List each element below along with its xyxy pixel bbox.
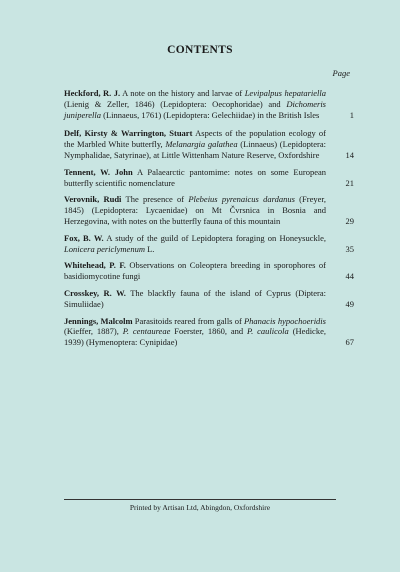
contents-entry (64, 128, 354, 160)
contents-entry (64, 260, 354, 282)
entry-title-segment: (Kieffer, 1887), (64, 326, 123, 337)
page-column-label: Page (332, 68, 350, 78)
contents-entry (64, 167, 354, 189)
page-title: CONTENTS (167, 44, 233, 56)
species-name: Levipalpus hepatariella (244, 88, 326, 98)
entry-page-number: 21 (345, 177, 354, 188)
species-name: Melanargia galathea (165, 139, 238, 150)
entry-text (64, 167, 326, 189)
entry-page-number: 67 (345, 337, 354, 348)
entry-text (64, 128, 326, 160)
entry-text (64, 233, 326, 255)
entry-title-segment: (Hedicke, 1939) (Hymenoptera: Cynipidae) (64, 326, 326, 348)
entry-text (64, 260, 326, 282)
entry-page-number: 35 (345, 243, 354, 254)
species-name: Phanacis hypochoeridis (243, 315, 326, 326)
entry-title-segment: (Lienig & Zeller, 1846) (Lepidoptera: Oecophoridae) and (64, 98, 287, 109)
contents-entry (64, 194, 354, 226)
entry-author: Tennent, W. John (64, 166, 133, 177)
entry-text (64, 88, 326, 120)
entry-page-number: 1 (349, 109, 354, 120)
contents-entry (64, 316, 354, 348)
entry-title-segment: A note on the history and larvae of (120, 88, 245, 98)
entry-title-segment: L. (144, 243, 155, 254)
entry-title-segment: Foerster, 1860, and (170, 326, 248, 337)
species-name: Dichomeris juniperella (64, 98, 326, 120)
entry-author: Heckford, R. J. (64, 88, 121, 98)
entry-title-segment: A Palaearctic pantomime: notes on some European butterfly scientific nomenclature (64, 166, 326, 188)
entry-text (64, 316, 326, 348)
entry-title-segment: The blackfly fauna of the island of Cyprus (Diptera: Simuliidae) (64, 287, 327, 309)
species-name: P. caulicola (247, 326, 289, 337)
species-name: Plebeius pyrenaicus dardanus (188, 194, 295, 205)
entry-page-number: 49 (345, 298, 354, 309)
entry-text (64, 194, 326, 226)
entry-author: Delf, Kirsty & Warrington, Stuart (64, 128, 193, 139)
contents-entry (64, 233, 354, 255)
contents-list (64, 88, 354, 348)
entry-title-segment: (Linnaeus) (Lepidoptera: Nymphalidae, Satyrinae), at Little Wittenham Nature Reserve, Oxfordshire (64, 139, 326, 160)
contents-entry (64, 88, 354, 120)
entry-page-number: 14 (345, 149, 354, 160)
entry-title-segment: (Linnaeus, 1761) (Lepidoptera: Gelechiidae) in the British Isles (100, 109, 320, 120)
entry-title-segment: Aspects of the population ecology of the Marbled White butterfly, (64, 128, 326, 150)
entry-page-number: 44 (345, 271, 354, 282)
entry-title-segment: A study of the guild of Lepidoptera foraging on Honeysuckle, (103, 232, 326, 243)
entry-author: Crosskey, R. W. (64, 287, 126, 298)
entry-author: Jennings, Malcolm (64, 315, 133, 326)
entry-title-segment: Observations on Coleoptera breeding in sporophores of basidiomycotine fungi (64, 260, 326, 282)
entry-text (64, 288, 326, 310)
footer-divider (64, 499, 336, 500)
entry-author: Fox, B. W. (64, 232, 104, 243)
entry-title-segment: (Freyer, 1845) (Lepidoptera: Lycaenidae) on Mt Čvrsnica in Bosnia and Herzegovina, with notes on the butterfly fauna of this mountain (64, 194, 326, 226)
contents-entry (64, 288, 354, 310)
entry-title-segment: The presence of (121, 194, 189, 205)
entry-page-number: 29 (345, 215, 354, 226)
species-name: Lonicera periclymenum (64, 243, 145, 254)
entry-title-segment: Parasitoids reared from galls of (132, 315, 244, 326)
species-name: P. centaureae (122, 326, 171, 337)
entry-author: Whitehead, P. F. (64, 260, 126, 271)
entry-author: Verovnik, Rudi (64, 194, 122, 205)
printer-credit: Printed by Artisan Ltd, Abingdon, Oxfordshire (129, 503, 271, 512)
